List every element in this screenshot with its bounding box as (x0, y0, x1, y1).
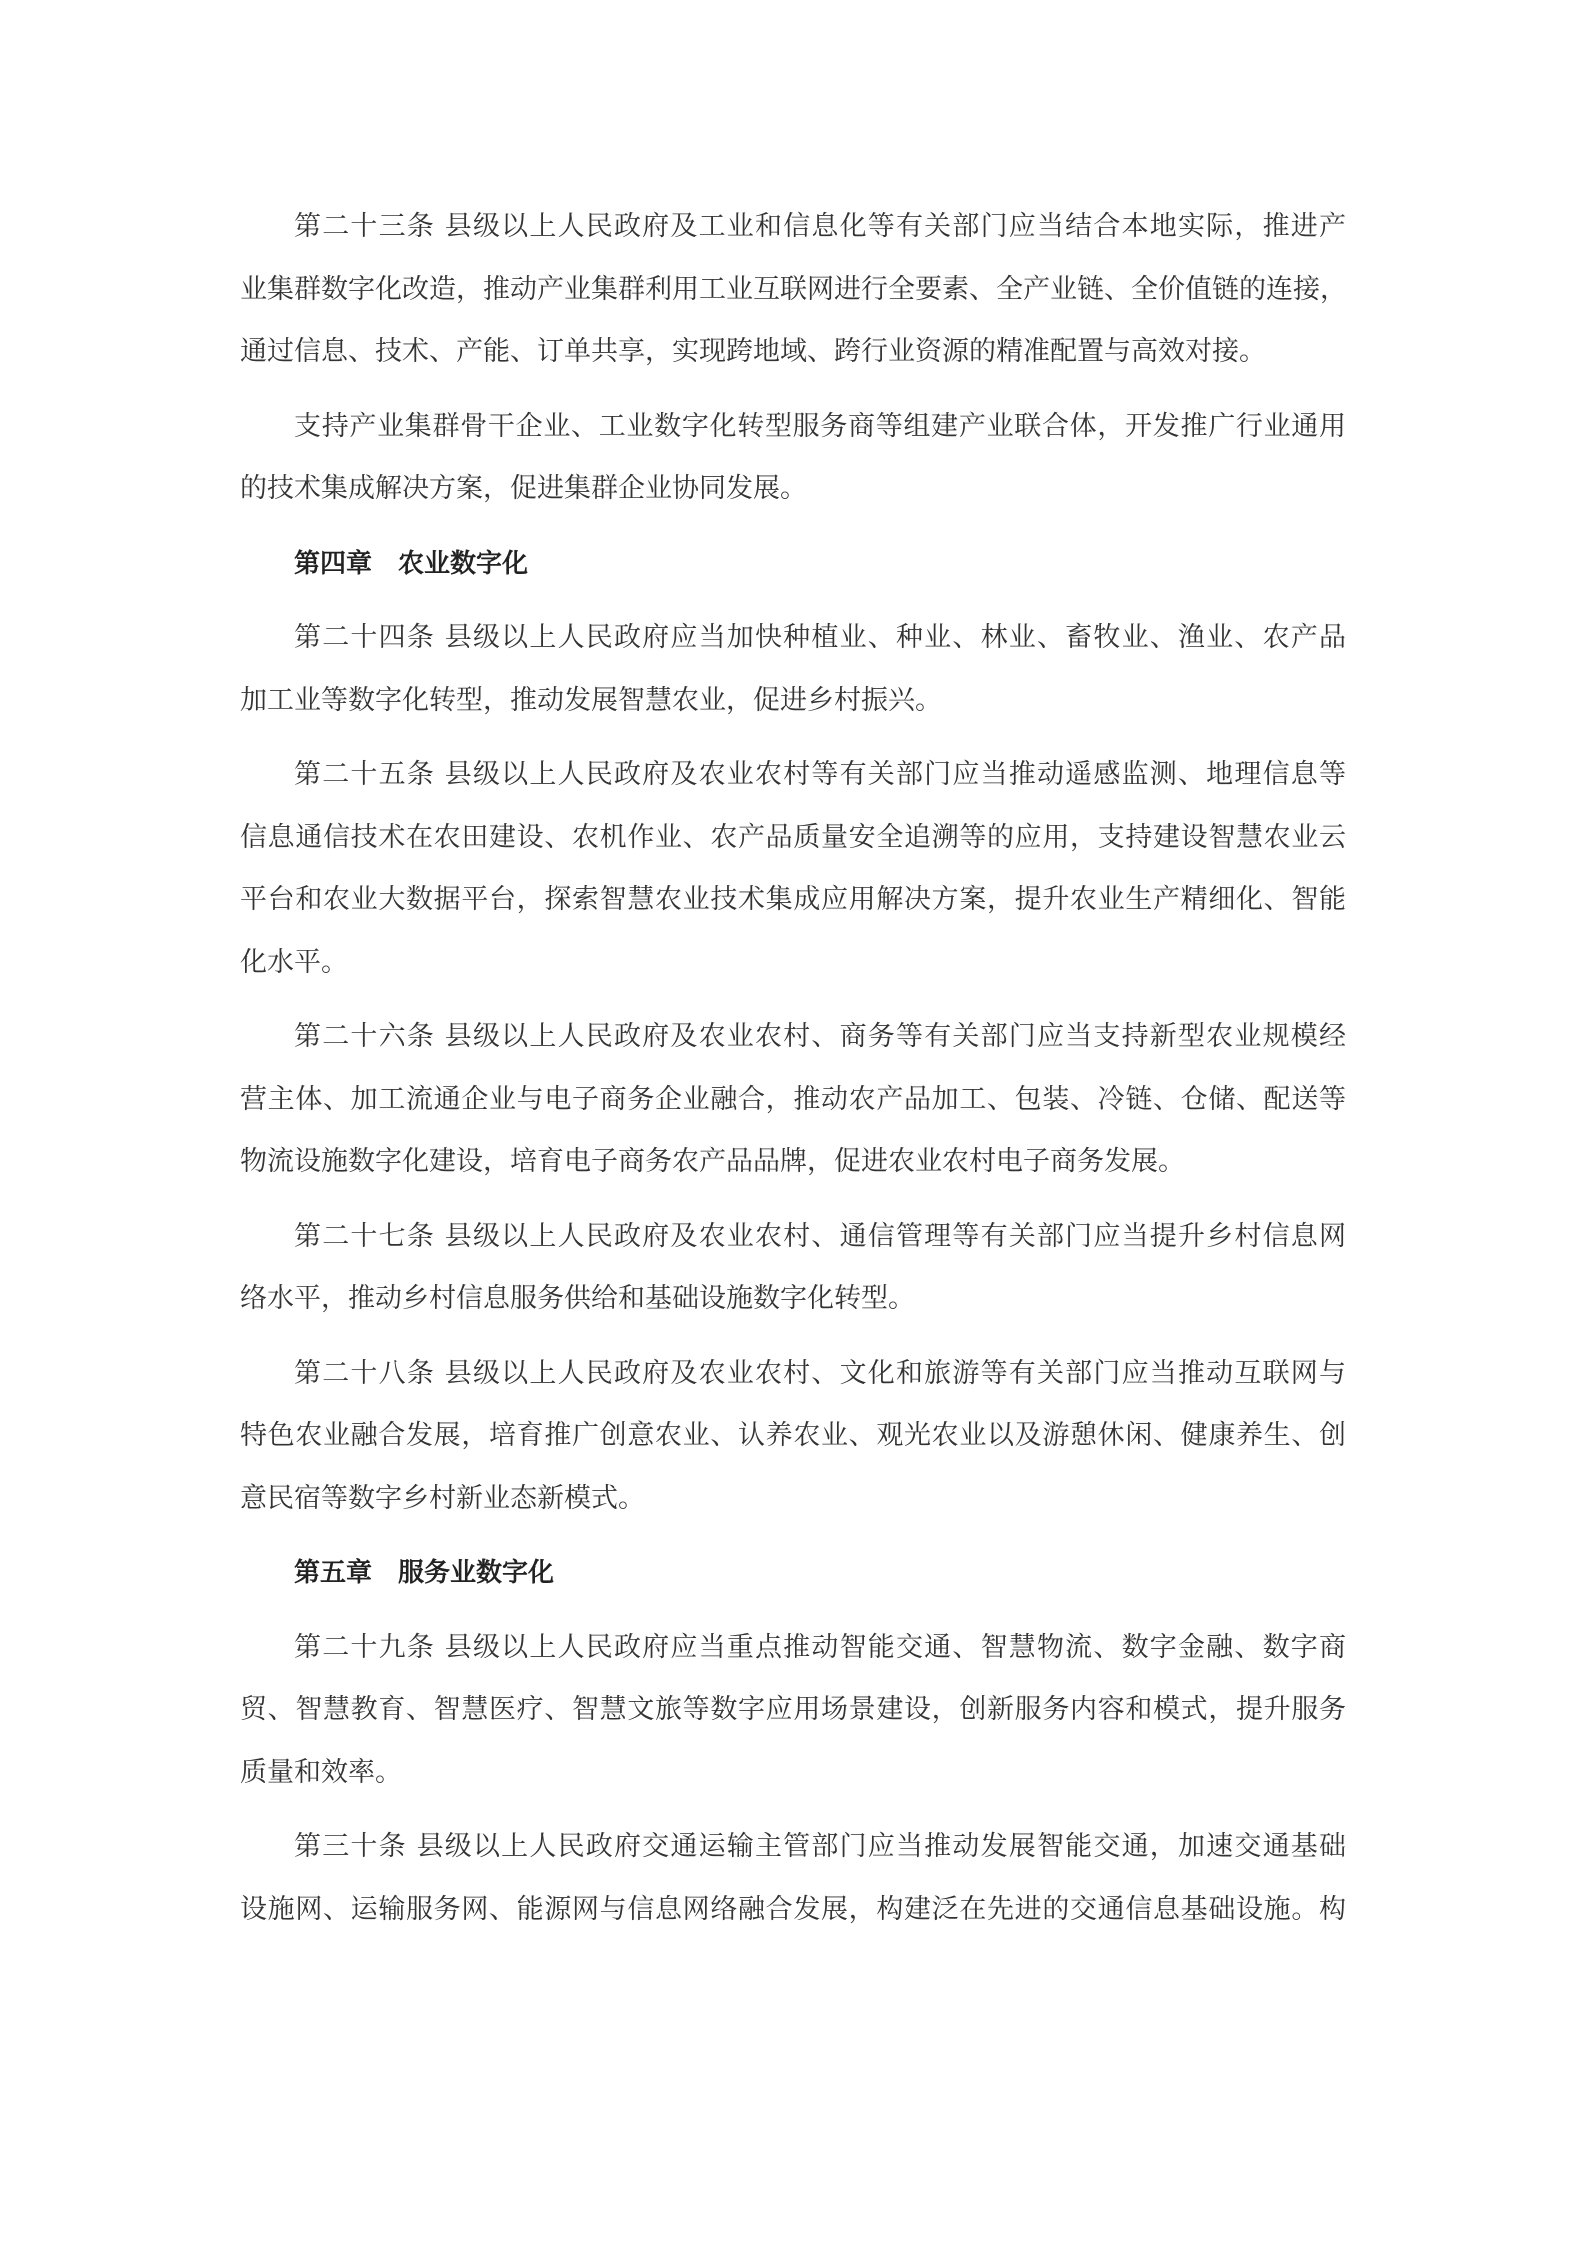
chapter-title: 服务业数字化 (398, 1558, 555, 1588)
text-line: 信息通信技术在农田建设、农机作业、农产品质量安全追溯等的应用，支持建设智慧农业云 (240, 821, 1346, 853)
text-line: 第二十三条 县级以上人民政府及工业和信息化等有关部门应当结合本地实际，推进产 (294, 211, 1346, 242)
chapter-title: 农业数字化 (398, 548, 529, 579)
text-line: 第三十条 县级以上人民政府交通运输主管部门应当推动发展智能交通，加速交通基础 (294, 1831, 1346, 1862)
article-26 (240, 1006, 1346, 1194)
chapter-number: 第五章 (294, 1558, 373, 1588)
text-line: 第二十九条 县级以上人民政府应当重点推动智能交通、智慧物流、数字金融、数字商 (294, 1631, 1346, 1663)
text-line: 加工业等数字化转型，推动发展智慧农业，促进乡村振兴。 (240, 684, 942, 716)
chapter-5-heading (240, 1542, 1346, 1605)
article-24 (240, 607, 1346, 732)
text-line: 第二十四条 县级以上人民政府应当加快种植业、种业、林业、畜牧业、渔业、农产品 (294, 622, 1346, 653)
text-line: 支持产业集群骨干企业、工业数字化转型服务商等组建产业联合体，开发推广行业通用 (294, 410, 1346, 442)
document-page (240, 196, 1346, 1953)
text-line: 特色农业融合发展，培育推广创意农业、认养农业、观光农业以及游憩休闲、健康养生、创 (240, 1420, 1346, 1451)
article-23-paragraph-2 (240, 396, 1346, 521)
article-27 (240, 1206, 1346, 1331)
article-25 (240, 744, 1346, 994)
chapter-4-heading (240, 533, 1346, 596)
text-line: 的技术集成解决方案，促进集群企业协同发展。 (240, 473, 807, 504)
text-line: 设施网、运输服务网、能源网与信息网络融合发展，构建泛在先进的交通信息基础设施。构 (240, 1893, 1346, 1925)
text-line: 物流设施数字化建设，培育电子商务农产品品牌，促进农业农村电子商务发展。 (240, 1146, 1185, 1177)
text-line: 营主体、加工流通企业与电子商务企业融合，推动农产品加工、包装、冷链、仓储、配送等 (240, 1083, 1346, 1115)
text-line: 贸、智慧教育、智慧医疗、智慧文旅等数字应用场景建设，创新服务内容和模式，提升服务 (240, 1694, 1346, 1725)
text-line: 第二十八条 县级以上人民政府及农业农村、文化和旅游等有关部门应当推动互联网与 (294, 1357, 1346, 1389)
article-30 (240, 1816, 1346, 1941)
text-line: 第二十五条 县级以上人民政府及农业农村等有关部门应当推动遥感监测、地理信息等 (294, 759, 1346, 790)
text-line: 第二十七条 县级以上人民政府及农业农村、通信管理等有关部门应当提升乡村信息网 (294, 1220, 1346, 1252)
text-line: 意民宿等数字乡村新业态新模式。 (240, 1482, 645, 1514)
text-line: 第二十六条 县级以上人民政府及农业农村、商务等有关部门应当支持新型农业规模经 (294, 1021, 1346, 1052)
text-line: 平台和农业大数据平台，探索智慧农业技术集成应用解决方案，提升农业生产精细化、智能 (240, 884, 1346, 915)
article-23 (240, 196, 1346, 384)
text-line: 络水平，推动乡村信息服务供给和基础设施数字化转型。 (240, 1283, 915, 1314)
text-line: 通过信息、技术、产能、订单共享，实现跨地域、跨行业资源的精准配置与高效对接。 (240, 336, 1266, 367)
text-line: 质量和效率。 (240, 1756, 402, 1788)
article-29 (240, 1617, 1346, 1805)
chapter-number: 第四章 (294, 548, 373, 579)
text-line: 业集群数字化改造，推动产业集群利用工业互联网进行全要素、全产业链、全价值链的连接， (240, 273, 1347, 305)
text-line: 化水平。 (240, 946, 348, 978)
article-28 (240, 1343, 1346, 1531)
